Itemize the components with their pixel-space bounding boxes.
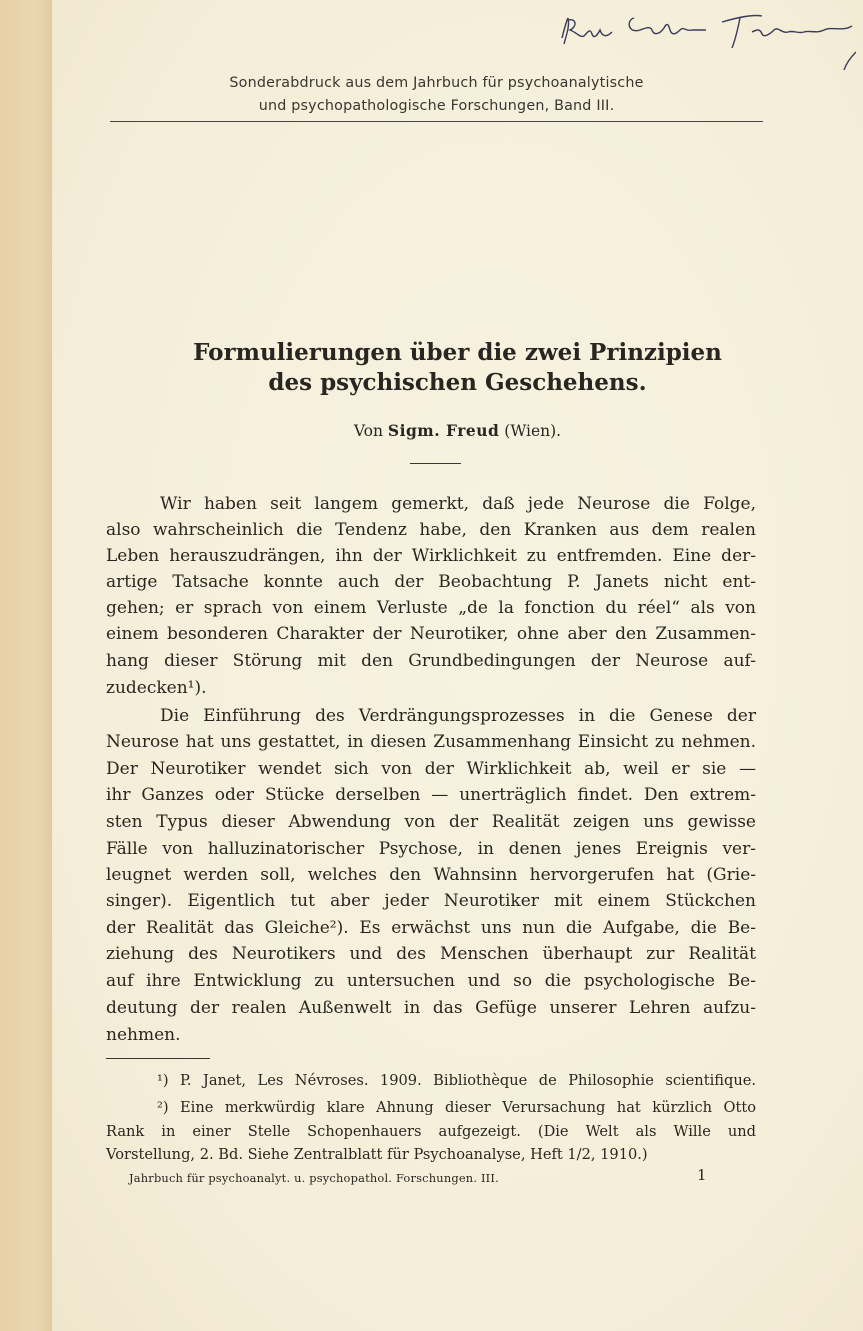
header-rule (110, 121, 763, 122)
body-line: auf ihre Entwicklung zu untersuchen und so die psychologische Be- (106, 971, 756, 991)
title-line-1: Formulierungen über die zwei Prinzipien (193, 339, 722, 366)
body-line: einem besonderen Charakter der Neurotiker, ohne aber den Zusammen- (106, 624, 756, 644)
body-line: Der Neurotiker wendet sich von der Wirklichkeit ab, weil er sie — (106, 759, 756, 779)
header-line-2: und psychopathologische Forschungen, Band III. (258, 98, 615, 114)
body-line: Fälle von halluzinatorischer Psychose, in denen jenes Ereignis ver- (106, 839, 756, 859)
header-line-1: Sonderabdruck aus dem Jahrbuch für psychoanalytische (229, 75, 644, 91)
body-line: zudecken¹). (106, 678, 207, 698)
body-line: Die Einführung des Verdrängungsprozesses in die Genese der (160, 706, 756, 726)
journal-footer: Jahrbuch für psychoanalyt. u. psychopathol. Forschungen. III. (129, 1171, 499, 1185)
body-line: leugnet werden soll, welches den Wahnsinn hervorgerufen hat (Grie- (106, 865, 756, 885)
body-line: Neurose hat uns gestattet, in diesen Zusammenhang Einsicht zu nehmen. (106, 732, 756, 752)
body-line: der Realität das Gleiche²). Es erwächst uns nun die Aufgabe, die Be- (106, 918, 756, 938)
footnote-rule (106, 1058, 210, 1059)
body-line: ziehung des Neurotikers und des Menschen überhaupt zur Realität (106, 944, 756, 964)
title-line-2: des psychischen Geschehens. (268, 369, 647, 396)
body-line: hang dieser Störung mit den Grundbedingungen der Neurose auf- (106, 651, 756, 671)
title-rule (410, 463, 461, 464)
body-line: Leben herauszudrängen, ihn der Wirklichkeit zu entfremden. Eine der- (106, 546, 756, 566)
body-line: nehmen. (106, 1025, 181, 1045)
body-line: singer). Eigentlich tut aber jeder Neurotiker mit einem Stückchen (106, 891, 756, 911)
footnote-2-line: Vorstellung, 2. Bd. Siehe Zentralblatt für Psychoanalyse, Heft 1/2, 1910.) (106, 1146, 648, 1163)
author-name: Sigm. Freud (387, 421, 500, 440)
handwritten-signature (556, 8, 856, 78)
footnote-2-line: Rank in einer Stelle Schopenhauers aufgezeigt. (Die Welt als Wille und (106, 1123, 756, 1140)
body-line: Wir haben seit langem gemerkt, daß jede Neurose die Folge, (160, 494, 756, 514)
body-line: ihr Ganzes oder Stücke derselben — unerträglich findet. Den extrem- (106, 785, 756, 805)
byline-prefix: Von (353, 422, 388, 440)
body-line: also wahrscheinlich die Tendenz habe, den Kranken aus dem realen (106, 520, 756, 540)
footnote-2: ²) Eine merkwürdig klare Ahnung dieser Verursachung hat kürzlich Otto (157, 1099, 756, 1116)
byline-suffix: (Wien). (499, 422, 562, 440)
article-title (52, 338, 863, 398)
body-line: deutung der realen Außenwelt in das Gefüge unserer Lehren aufzu- (106, 998, 756, 1018)
page-number: 1 (697, 1166, 707, 1184)
body-line: gehen; er sprach von einem Verluste „de la fonction du réel“ als von (106, 598, 756, 618)
body-line: artige Tatsache konnte auch der Beobachtung P. Janets nicht ent- (106, 572, 756, 592)
offprint-header (110, 72, 763, 118)
paper-edge (0, 0, 53, 1331)
body-line: sten Typus dieser Abwendung von der Realität zeigen uns gewisse (106, 812, 756, 832)
footnote-1: ¹) P. Janet, Les Névroses. 1909. Bibliothèque de Philosophie scientifique. (157, 1072, 756, 1089)
byline (52, 421, 863, 440)
